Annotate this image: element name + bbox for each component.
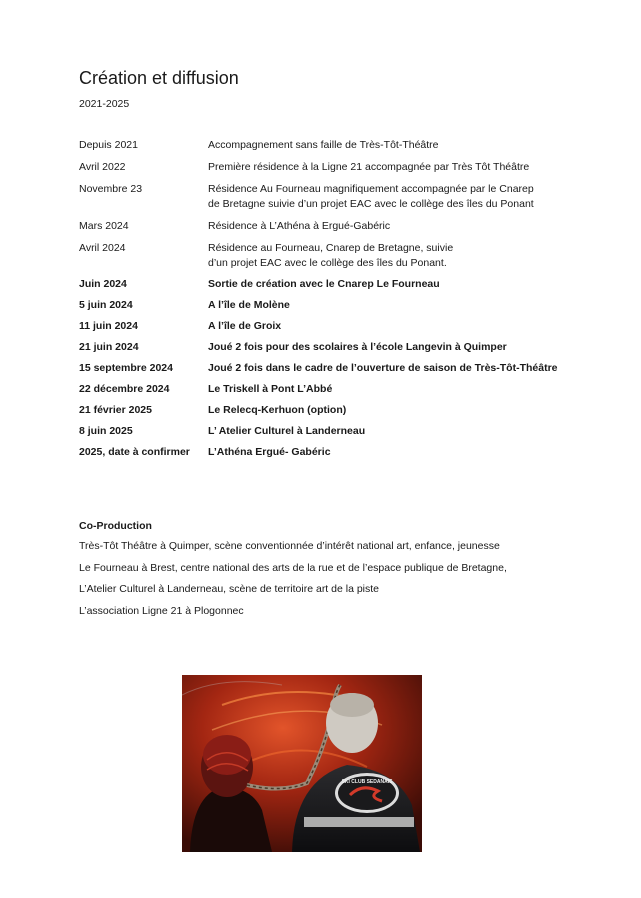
timeline-row	[79, 138, 569, 153]
timeline-row	[79, 219, 569, 234]
timeline-description: Le Relecq-Kerhuon (option)	[208, 404, 347, 416]
timeline-date: 11 juin 2024	[79, 320, 138, 332]
timeline-description: A l’île de Groix	[208, 320, 282, 332]
timeline-date: Mars 2024	[79, 220, 129, 232]
timeline-description: Résidence à L’Athéna à Ergué-Gabéric	[208, 220, 391, 232]
timeline-date: 5 juin 2024	[79, 299, 133, 311]
timeline-description: L’ Atelier Culturel à Landerneau	[208, 425, 366, 437]
performance-photo	[182, 675, 422, 852]
timeline-description: Sortie de création avec le Cnarep Le Fourneau	[208, 278, 440, 290]
coproduction-heading: Co-Production	[79, 520, 152, 532]
timeline-row	[79, 298, 569, 313]
timeline-description: Première résidence à la Ligne 21 accompagnée par Très Tôt Théâtre	[208, 161, 530, 173]
timeline-date: Juin 2024	[79, 278, 127, 290]
jacket-logo-text: SKI CLUB SEDANAIS	[341, 779, 393, 785]
timeline-row	[79, 340, 569, 355]
timeline-description: L’Athéna Ergué- Gabéric	[208, 446, 331, 458]
timeline-description: Le Triskell à Pont L’Abbé	[208, 383, 333, 395]
timeline-row	[79, 382, 569, 397]
timeline-date: 21 juin 2024	[79, 341, 139, 353]
coproduction-line: Le Fourneau à Brest, centre national des arts de la rue et de l’espace publique de Bretagne,	[79, 561, 507, 574]
timeline-description: A l’île de Molène	[208, 299, 290, 311]
timeline-row	[79, 182, 569, 212]
timeline-list	[79, 138, 569, 460]
timeline-date: Avril 2022	[79, 161, 126, 173]
timeline-date: 15 septembre 2024	[79, 362, 173, 374]
timeline-row	[79, 424, 569, 439]
page-title: Création et diffusion	[79, 68, 239, 88]
page-subtitle: 2021-2025	[79, 98, 130, 110]
timeline-row	[79, 445, 569, 460]
timeline-date: Novembre 23	[79, 183, 143, 195]
coproduction-line: L’Atelier Culturel à Landerneau, scène de territoire art de la piste	[79, 583, 380, 595]
timeline-row	[79, 160, 569, 175]
timeline-description: Joué 2 fois pour des scolaires à l’école Langevin à Quimper	[208, 341, 507, 353]
timeline-row	[79, 319, 569, 334]
timeline-date: 8 juin 2025	[79, 425, 133, 437]
timeline-description: Accompagnement sans faille de Très-Tôt-Théâtre	[208, 139, 439, 151]
timeline-description: Joué 2 fois dans le cadre de l’ouverture de saison de Très-Tôt-Théâtre	[208, 362, 558, 374]
timeline-description: Résidence Au Fourneau magnifiquement accompagnée par le Cnarep de Bretagne suivie d’un projet EAC avec le collège des îles du Ponant	[208, 183, 534, 210]
photo-illustration	[182, 675, 422, 852]
coproduction-line: L’association Ligne 21 à Plogonnec	[79, 604, 244, 617]
timeline-row	[79, 361, 569, 376]
timeline-date: 2025, date à confirmer	[79, 446, 190, 458]
timeline-row	[79, 241, 569, 271]
timeline-date: 21 février 2025	[79, 404, 152, 416]
timeline-row	[79, 403, 569, 418]
coproduction-line: Très-Tôt Théâtre à Quimper, scène conventionnée d’intérêt national art, enfance, jeunesse	[79, 540, 500, 552]
coproduction-section	[79, 520, 507, 625]
timeline-date: Depuis 2021	[79, 139, 138, 151]
timeline-row	[79, 277, 569, 292]
timeline-description: Résidence au Fourneau, Cnarep de Bretagne, suivie d’un projet EAC avec le collège des îles du Ponant.	[208, 242, 454, 269]
timeline-date: 22 décembre 2024	[79, 383, 170, 395]
timeline-date: Avril 2024	[79, 242, 126, 254]
